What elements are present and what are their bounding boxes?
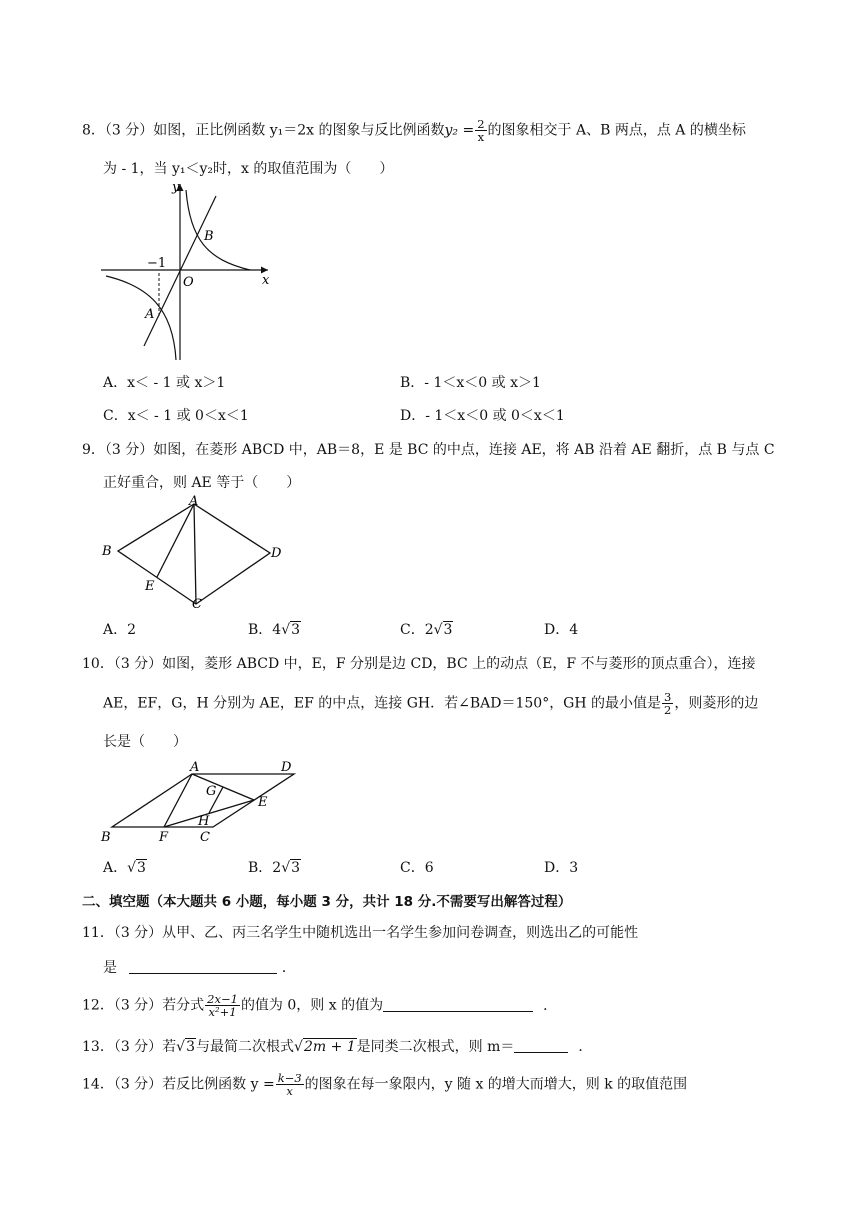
q10-line2 bbox=[103, 691, 758, 716]
q12-text-pre: 12．（3 分）若分式 bbox=[82, 997, 205, 1014]
q10-rhombus-figure bbox=[98, 757, 308, 847]
q10-label-c: C bbox=[200, 830, 210, 845]
q9-label-d: D bbox=[271, 546, 282, 561]
q12-text-end: ． bbox=[543, 997, 558, 1014]
q9-option-d[interactable]: D．4 bbox=[544, 622, 579, 638]
q13-text-end: ． bbox=[578, 1039, 593, 1055]
q8-option-b[interactable]: B．- 1＜x＜0 或 x＞1 bbox=[400, 375, 541, 391]
q8-graph-figure bbox=[98, 178, 278, 363]
q13-line bbox=[82, 1036, 592, 1056]
q13-text-post: 是同类二次根式，则 m＝ bbox=[356, 1039, 515, 1055]
q14-frac-num: k−3 bbox=[277, 1071, 302, 1085]
q10-text-b: ，则菱形的边 bbox=[674, 695, 759, 712]
q8-option-d[interactable]: D．- 1＜x＜0 或 0＜x＜1 bbox=[400, 408, 565, 424]
q10-frac-num: 3 bbox=[664, 690, 672, 704]
q8-line1 bbox=[82, 118, 746, 143]
q8-option-c[interactable]: C．x＜ - 1 或 0＜x＜1 bbox=[103, 408, 249, 424]
q13-sqrt-1: √3 bbox=[176, 1039, 196, 1055]
q11-line1: 11．（3 分）从甲、乙、丙三名学生中随机选出一名学生参加问卷调查，则选出乙的可能性 bbox=[82, 925, 639, 941]
q8-option-a[interactable]: A．x＜ - 1 或 x＞1 bbox=[103, 375, 226, 391]
q10-label-e: E bbox=[258, 795, 268, 810]
q9-label-e: E bbox=[145, 579, 155, 594]
q10-segment-af bbox=[164, 774, 192, 827]
q14-fraction bbox=[276, 1072, 304, 1097]
q13-text-pre: 13．（3 分）若 bbox=[82, 1039, 177, 1055]
q10-fraction bbox=[662, 691, 673, 716]
q11-text-pre: 是 bbox=[103, 960, 117, 976]
q8-label-x: x bbox=[262, 273, 270, 288]
q13-sqrt-2: √2m + 1 bbox=[294, 1039, 356, 1055]
section-2-heading: 二、填空题（本大题共 6 小题，每小题 3 分，共计 18 分.不需要写出解答过程） bbox=[82, 894, 572, 910]
q12-fraction bbox=[205, 993, 240, 1018]
q10-label-h: H bbox=[198, 814, 210, 829]
q8-label-a: A bbox=[145, 307, 155, 322]
q9-rhombus-figure bbox=[98, 494, 298, 616]
q12-answer-blank[interactable] bbox=[383, 997, 533, 1012]
q11-line2 bbox=[103, 957, 296, 977]
q9-line1: 9．（3 分）如图，在菱形 ABCD 中，AB＝8，E 是 BC 的中点，连接 AE，将 AB 沿着 AE 翻折，点 B 与点 C bbox=[82, 442, 775, 458]
q8-hyperbola-q1 bbox=[186, 190, 250, 270]
q12-frac-num: 2x−1 bbox=[207, 992, 238, 1006]
q8-frac-num: 2 bbox=[477, 117, 485, 131]
q14-frac-den: x bbox=[286, 1084, 293, 1098]
q10-label-b: B bbox=[101, 830, 111, 845]
q10-option-b[interactable] bbox=[248, 857, 301, 877]
q8-text-a: 8．（3 分）如图，正比例函数 y₁＝2x 的图象与反比例函数 bbox=[82, 122, 445, 139]
q9-option-b-radicand: 3 bbox=[291, 622, 301, 638]
q8-label-y: y bbox=[172, 180, 180, 195]
q13-answer-blank[interactable] bbox=[514, 1038, 568, 1053]
q10-label-f: F bbox=[159, 830, 169, 845]
q9-option-c[interactable] bbox=[400, 619, 453, 639]
q8-label-neg1: −1 bbox=[147, 256, 167, 271]
q10-line1: 10．（3 分）如图，菱形 ABCD 中，E，F 分别是边 CD，BC 上的动点（E，F 不与菱形的顶点重合），连接 bbox=[82, 656, 756, 672]
q10-label-g: G bbox=[206, 784, 217, 799]
q9-option-b[interactable] bbox=[248, 619, 301, 639]
q13-text-mid: 与最简二次根式 bbox=[196, 1039, 295, 1055]
q13-radicand-1: 3 bbox=[186, 1039, 196, 1055]
q9-label-b: B bbox=[102, 544, 112, 559]
q10-option-a-sqrt: √3 bbox=[127, 860, 146, 876]
q10-option-a[interactable] bbox=[103, 857, 147, 877]
q8-label-o: O bbox=[183, 275, 194, 290]
q8-hyperbola-q3 bbox=[106, 276, 176, 360]
q10-option-a-radicand: 3 bbox=[137, 860, 146, 876]
q10-label-a: A bbox=[190, 760, 200, 775]
q9-option-c-coef: C．2 bbox=[400, 622, 434, 638]
q13-radicand-2: 2m + 1 bbox=[303, 1039, 356, 1055]
q11-answer-blank[interactable] bbox=[129, 959, 277, 974]
q9-option-b-sqrt: √3 bbox=[281, 622, 301, 638]
q10-text-a: AE，EF，G，H 分别为 AE，EF 的中点，连接 GH．若∠BAD＝150°，GH 的最小值是 bbox=[103, 695, 662, 712]
q14-text-post: 的图象在每一象限内，y 随 x 的增大而增大，则 k 的取值范围 bbox=[304, 1076, 688, 1093]
q9-option-a[interactable]: A．2 bbox=[103, 622, 137, 638]
q12-frac-den: x²+1 bbox=[208, 1005, 237, 1019]
q10-option-b-radicand: 3 bbox=[291, 860, 301, 876]
q10-option-a-prefix: A． bbox=[103, 860, 128, 876]
q14-text-pre: 14．（3 分）若反比例函数 y = bbox=[82, 1076, 275, 1093]
q11-text-post: ． bbox=[281, 960, 296, 976]
q8-line2: 为 - 1，当 y₁＜y₂时，x 的取值范围为（ ） bbox=[103, 161, 394, 177]
q10-option-d[interactable]: D．3 bbox=[544, 860, 579, 876]
q9-label-c: C bbox=[192, 597, 202, 612]
q9-option-b-coef: B．4 bbox=[248, 622, 282, 638]
q10-frac-den: 2 bbox=[664, 703, 672, 717]
q10-option-b-sqrt: √3 bbox=[281, 860, 301, 876]
q12-line bbox=[82, 993, 557, 1018]
q14-line bbox=[82, 1072, 687, 1097]
q8-frac-den: x bbox=[477, 130, 485, 144]
q9-option-c-radicand: 3 bbox=[443, 622, 453, 638]
q9-label-a: A bbox=[189, 494, 199, 509]
q9-segment-ac bbox=[194, 504, 196, 604]
q9-line2: 正好重合，则 AE 等于（ ） bbox=[103, 475, 301, 491]
q12-text-post: 的值为 0，则 x 的值为 bbox=[240, 997, 384, 1014]
q10-option-b-coef: B．2 bbox=[248, 860, 282, 876]
q8-label-b: B bbox=[204, 229, 214, 244]
q10-label-d: D bbox=[281, 760, 292, 775]
q8-text-b: 的图象相交于 A、B 两点，点 A 的横坐标 bbox=[487, 122, 746, 139]
q10-line3: 长是（ ） bbox=[103, 734, 187, 750]
q10-option-c[interactable]: C．6 bbox=[400, 860, 434, 876]
q8-func-lhs: y₂ = bbox=[444, 122, 475, 139]
q8-fraction bbox=[475, 118, 486, 143]
q9-option-c-sqrt: √3 bbox=[433, 622, 453, 638]
